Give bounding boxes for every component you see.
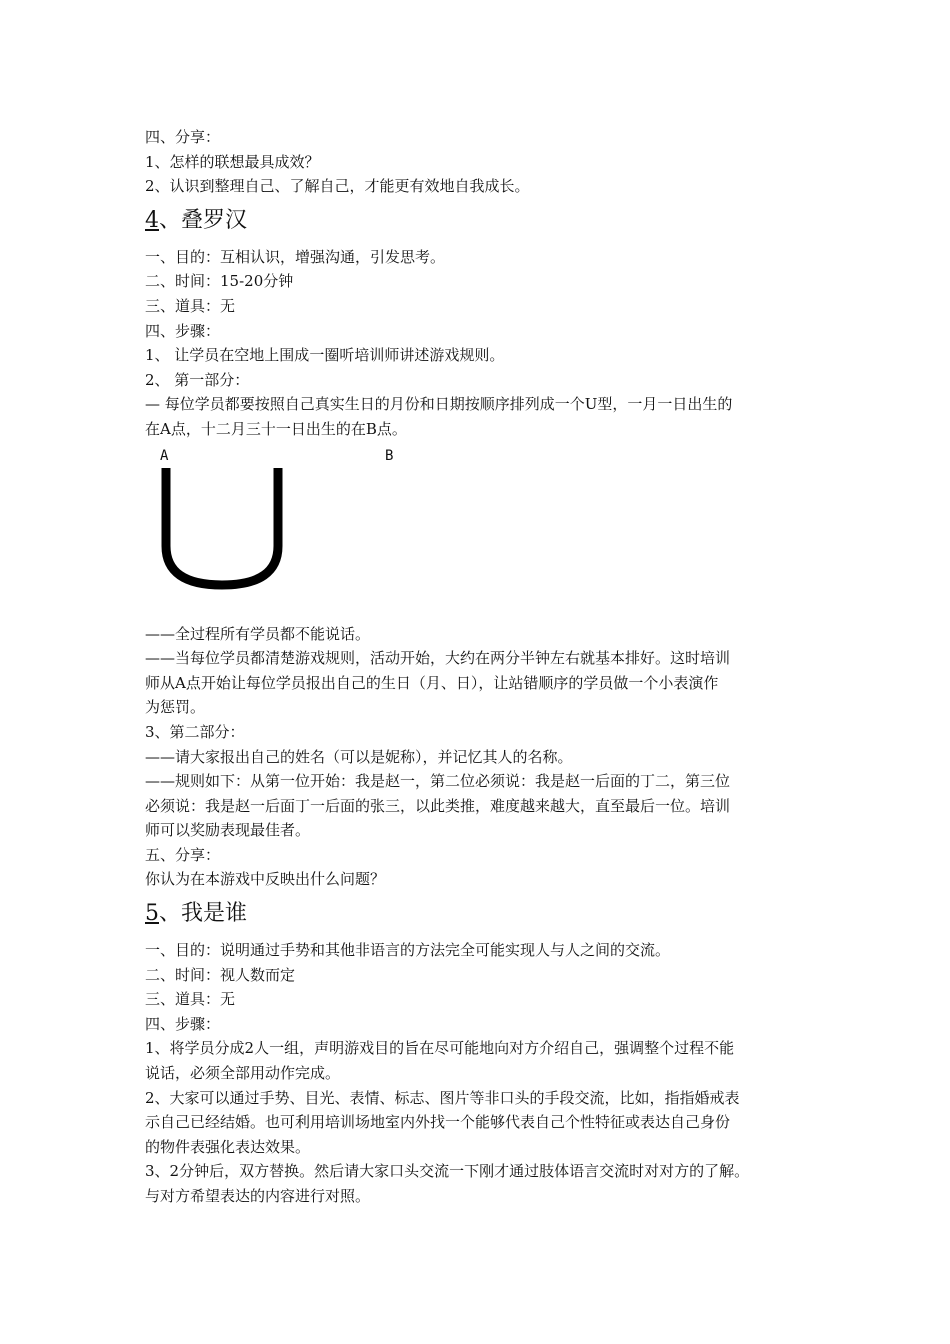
section-4-rule-5a: ——规则如下：从第一位开始：我是赵一，第二位必须说：我是赵一后面的丁二，第三位 <box>145 772 731 791</box>
share-item-1: 1、怎样的联想最具成效？ <box>145 152 320 171</box>
section-5-step-2a: 2、大家可以通过手势、目光、表情、标志、图片等非口头的手段交流，比如，指指婚戒表 <box>145 1088 740 1107</box>
section-5-steps-heading: 四、步骤： <box>145 1014 221 1033</box>
u-shape-figure <box>145 446 815 622</box>
section-4-rule-4: ——请大家报出自己的姓名（可以是妮称），并记忆其人的名称。 <box>145 747 573 766</box>
section-4-rule-5b: 必须说：我是赵一后面丁一后面的张三，以此类推，难度越来越大，直至最后一位。培训 <box>145 796 731 815</box>
section-5-step-1b: 说话，必须全部用动作完成。 <box>145 1064 341 1083</box>
section-5-time: 二、时间：视人数而定 <box>145 965 296 984</box>
document-page <box>145 125 815 1209</box>
section-4-heading <box>145 201 815 241</box>
section-5-props: 三、道具：无 <box>145 990 236 1009</box>
section-4-step-1: 1、 让学员在空地上围成一圈听培训师讲述游戏规则。 <box>145 346 505 365</box>
section-4-purpose: 一、目的：互相认识，增强沟通，引发思考。 <box>145 247 446 266</box>
section-4-share-heading: 五、分享： <box>145 845 221 864</box>
section-4-rule-3b: 师从A点开始让每位学员报出自己的生日（月、日），让站错顺序的学员做一个小表演作 <box>145 673 719 692</box>
section-5-number: 5 <box>145 901 159 927</box>
section-4-steps-heading: 四、步骤： <box>145 321 221 340</box>
section-4-rule-3a: ——当每位学员都清楚游戏规则，活动开始，大约在两分半钟左右就基本排好。这时培训 <box>145 649 731 668</box>
section-4-step-3: 3、第二部分： <box>145 722 245 741</box>
section-4-rule-3c: 为惩罚。 <box>145 698 206 717</box>
section-4-share-question: 你认为在本游戏中反映出什么问题？ <box>145 870 386 889</box>
section-5-step-1a: 1、将学员分成2人一组，声明游戏目的旨在尽可能地向对方介绍自己，强调整个过程不能 <box>145 1039 735 1058</box>
section-5-purpose: 一、目的：说明通过手势和其他非语言的方法完全可能实现人与人之间的交流。 <box>145 941 671 960</box>
section-4-time: 二、时间：15-20分钟 <box>145 272 294 291</box>
section-4-rule-1b: 在A点，十二月三十一日出生的在B点。 <box>145 419 407 438</box>
section-4-rule-1a: — 每位学员都要按照自己真实生日的月份和日期按顺序排列成一个U型，一月一日出生的 <box>145 395 733 414</box>
section-4-rule-2: ——全过程所有学员都不能说话。 <box>145 624 371 643</box>
section-5-step-3a: 3、2分钟后，双方替换。然后请大家口头交流一下刚才通过肢体语言交流时对对方的了解。 <box>145 1162 750 1181</box>
u-shape-icon <box>159 468 289 598</box>
section-4-title: 、叠罗汉 <box>159 207 248 233</box>
section-5-heading <box>145 894 815 934</box>
section-4-rule-5c: 师可以奖励表现最佳者。 <box>145 821 311 840</box>
section-5-title: 、我是谁 <box>159 901 248 927</box>
section-4-step-2: 2、 第一部分： <box>145 370 250 389</box>
point-b-label: B <box>385 447 394 464</box>
section-5-step-3b: 与对方希望表达的内容进行对照。 <box>145 1187 371 1205</box>
section-4-number: 4 <box>145 207 159 233</box>
point-a-label: A <box>160 447 169 464</box>
section-5-step-2c: 的物件表强化表达效果。 <box>145 1137 311 1156</box>
share-item-2: 2、认识到整理自己、了解自己，才能更有效地自我成长。 <box>145 177 530 196</box>
section-5-step-2b: 示自己已经结婚。也可利用培训场地室内外找一个能够代表自己个性特征或表达自己身份 <box>145 1113 731 1132</box>
section-4-props: 三、道具：无 <box>145 296 236 315</box>
share-heading: 四、分享： <box>145 128 221 146</box>
